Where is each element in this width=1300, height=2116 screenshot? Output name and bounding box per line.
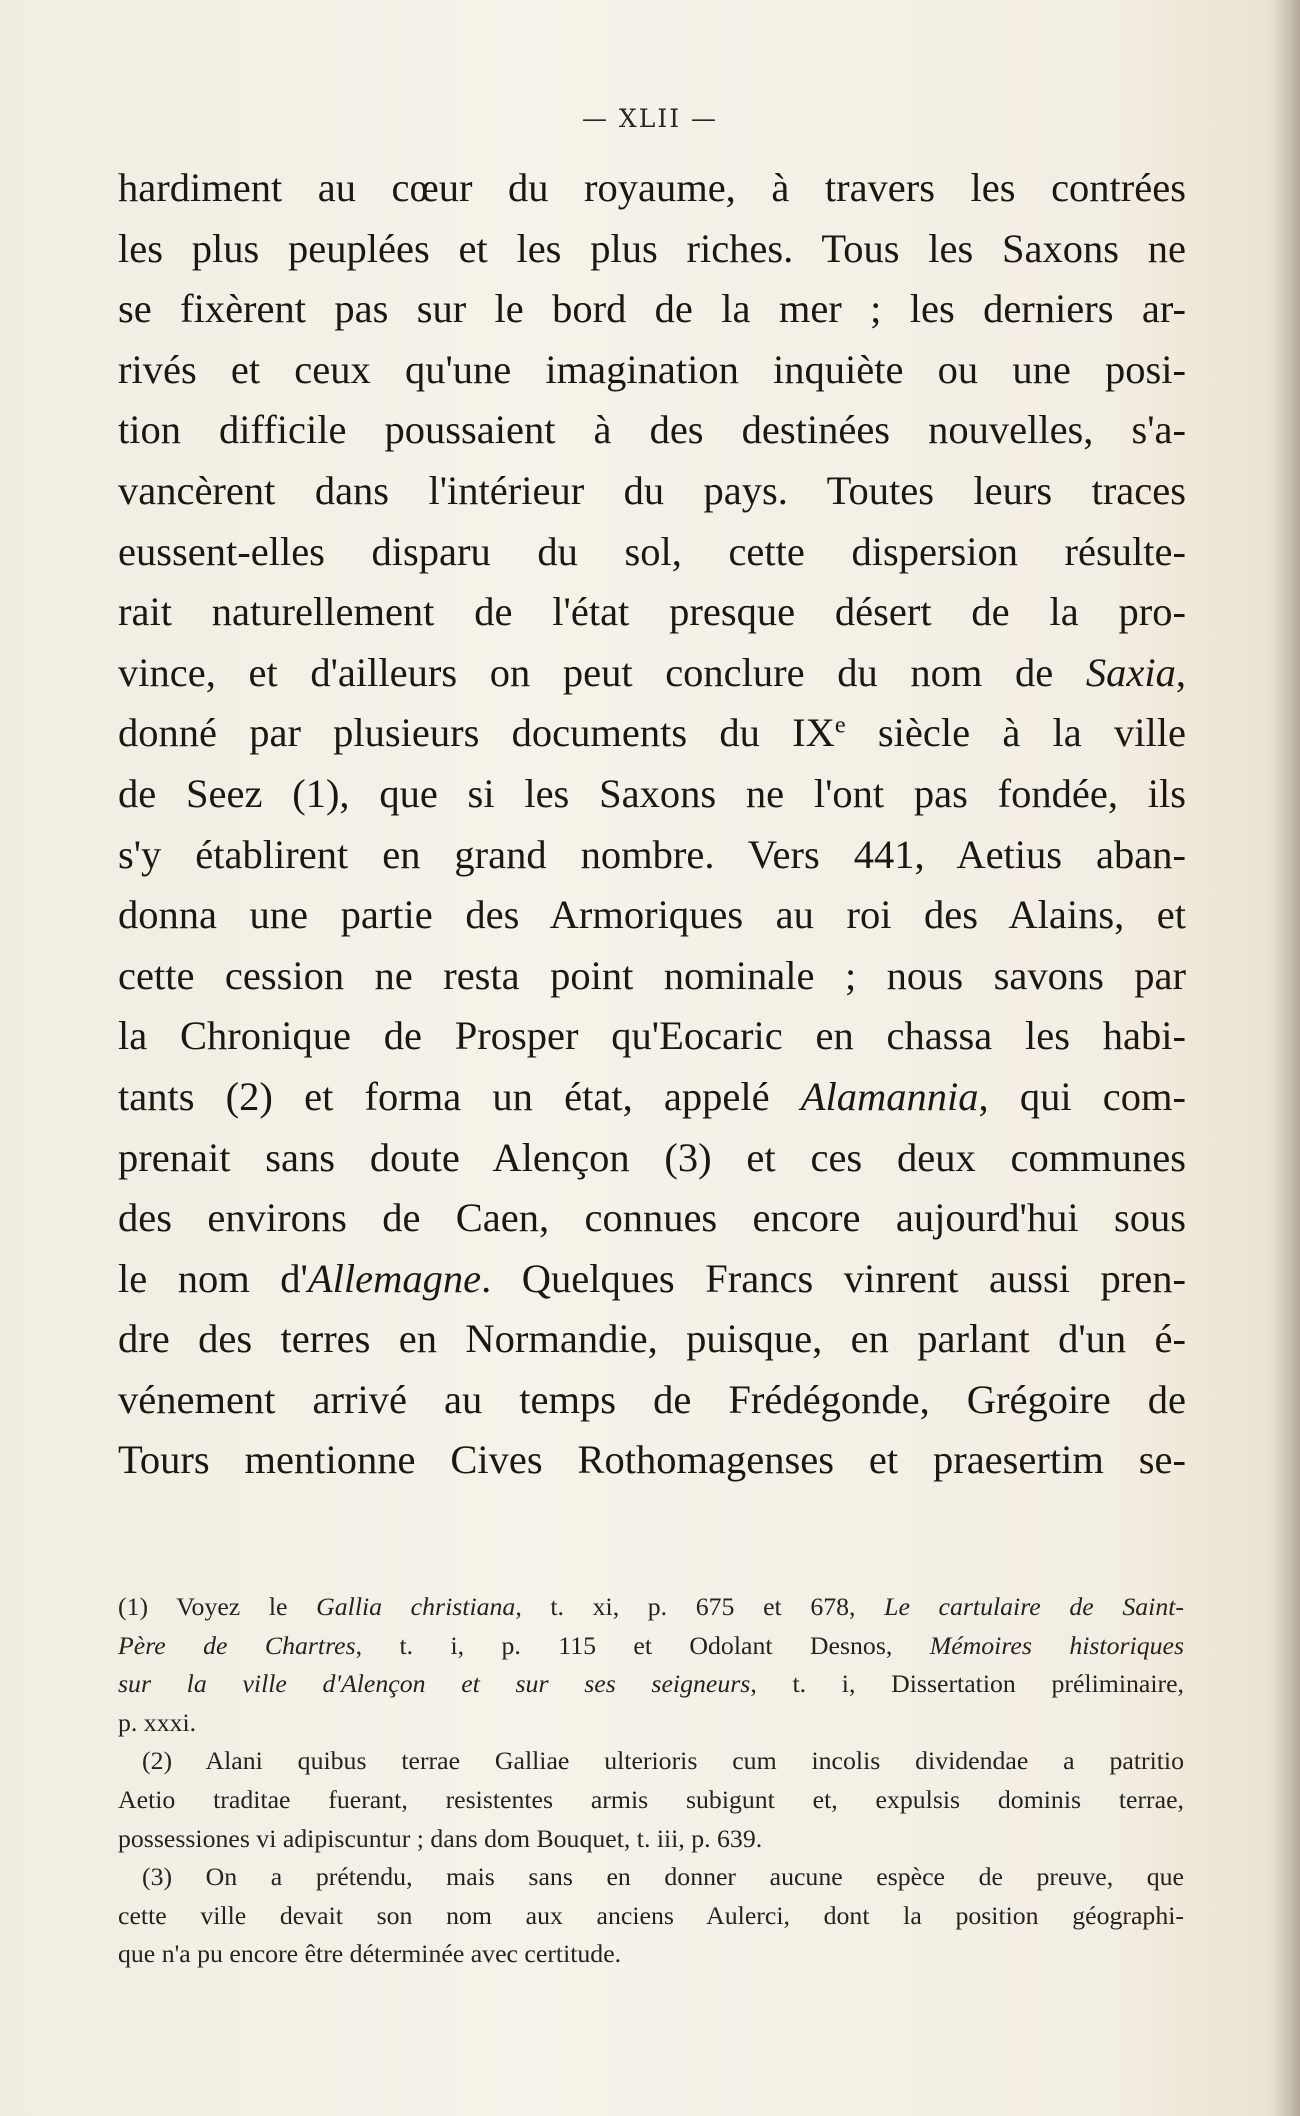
footnote-1-line xyxy=(118,1627,1184,1666)
body-line xyxy=(118,1067,1186,1128)
italic-term-allemagne: Allemagne xyxy=(307,1255,482,1301)
footnote-1-line: p. xxxi. xyxy=(118,1707,197,1737)
italic-term-alamannia: Alamannia xyxy=(800,1073,979,1119)
body-segment: vince, et d'ailleurs on peut conclure du nom de xyxy=(118,649,1086,695)
body-line: dre des terres en Normandie, puisque, en parlant d'un é- xyxy=(118,1316,1186,1362)
body-line: hardiment au cœur du royaume, à travers les contrées xyxy=(118,165,1186,210)
body-line: de Seez (1), que si les Saxons ne l'ont pas fondée, ils xyxy=(118,770,1186,816)
body-line: rivés et ceux qu'une imagination inquiète ou une posi- xyxy=(118,346,1186,392)
footnote-1-line xyxy=(118,1588,1184,1627)
body-segment: le nom d' xyxy=(118,1255,308,1301)
footnote-3-line: (3) On a prétendu, mais sans en donner aucune espèce de preuve, que xyxy=(142,1862,1184,1892)
body-line: tion difficile poussaient à des destinées nouvelles, s'a- xyxy=(118,407,1186,453)
body-line: cette cession ne resta point nominale ; nous savons par xyxy=(118,952,1186,998)
body-line: les plus peuplées et les plus riches. Tous les Saxons ne xyxy=(118,225,1186,271)
footnote-italic-title: sur la ville d'Alençon et sur ses seigneurs xyxy=(118,1669,751,1699)
body-segment: donné par plusieurs documents du IX xyxy=(118,710,835,756)
footnote-2-line: Aetio traditae fuerant, resistentes armis subigunt et, expulsis dominis terrae, xyxy=(118,1784,1184,1814)
footnote-3-line: que n'a pu encore être déterminée avec certitude. xyxy=(118,1939,622,1969)
footnote-2-line: possessiones vi adipiscuntur ; dans dom Bouquet, t. iii, p. 639. xyxy=(118,1823,763,1853)
body-line: donna une partie des Armoriques au roi des Alains, et xyxy=(118,892,1186,938)
body-line: vancèrent dans l'intérieur du pays. Toutes leurs traces xyxy=(118,467,1186,513)
body-segment: , xyxy=(1175,649,1186,695)
footnote-italic-title: Le cartulaire de Saint- xyxy=(884,1592,1184,1621)
body-segment: . Quelques Francs vinrent aussi pren- xyxy=(481,1255,1186,1301)
body-segment: , qui com- xyxy=(978,1073,1187,1119)
footnote-segment: , t. xi, p. 675 et 678, xyxy=(515,1592,885,1621)
footnote-1-line xyxy=(118,1665,1184,1704)
footnote-segment: , t. i, p. 115 et Odolant Desnos, xyxy=(355,1630,930,1660)
body-line xyxy=(118,1249,1186,1310)
body-line: Tours mentionne Cives Rothomagenses et praesertim se- xyxy=(118,1437,1186,1483)
footnote-3-line: cette ville devait son nom aux anciens Aulerci, dont la position géographi- xyxy=(118,1900,1184,1930)
body-line: se fixèrent pas sur le bord de la mer ; les derniers ar- xyxy=(118,286,1186,332)
body-line: s'y établirent en grand nombre. Vers 441, Aetius aban- xyxy=(118,831,1186,877)
body-line xyxy=(118,643,1186,704)
footnote-2-line: (2) Alani quibus terrae Galliae ulterioris cum incolis dividendae a patritio xyxy=(142,1746,1184,1776)
footnote-italic-title: Gallia christiana xyxy=(316,1592,516,1621)
body-segment: tants (2) et forma un état, appelé xyxy=(118,1073,801,1119)
page-edge-shadow xyxy=(1274,0,1300,2116)
body-line: prenait sans doute Alençon (3) et ces deux communes xyxy=(118,1134,1186,1180)
body-line: des environs de Caen, connues encore aujourd'hui sous xyxy=(118,1195,1186,1241)
footnote-segment: , t. i, Dissertation préliminaire, xyxy=(750,1669,1185,1699)
body-segment: siècle à la ville xyxy=(845,710,1186,756)
footnote-italic-title: Mémoires historiques xyxy=(929,1630,1184,1660)
body-line: rait naturellement de l'état presque désert de la pro- xyxy=(118,589,1186,635)
body-line: eussent-elles disparu du sol, cette dispersion résulte- xyxy=(118,528,1186,574)
running-head: — XLII — xyxy=(581,104,719,133)
body-text xyxy=(118,158,1186,1491)
body-line: vénement arrivé au temps de Frédégonde, Grégoire de xyxy=(118,1376,1186,1422)
body-line xyxy=(118,703,1186,764)
footnote-segment: (1) Voyez le xyxy=(118,1592,317,1621)
body-line: la Chronique de Prosper qu'Eocaric en chassa les habi- xyxy=(118,1013,1186,1059)
footnotes xyxy=(118,1588,1184,1974)
footnote-italic-title: Père de Chartres xyxy=(118,1630,356,1660)
superscript-e: e xyxy=(834,711,846,739)
italic-term-saxia: Saxia xyxy=(1085,649,1176,695)
